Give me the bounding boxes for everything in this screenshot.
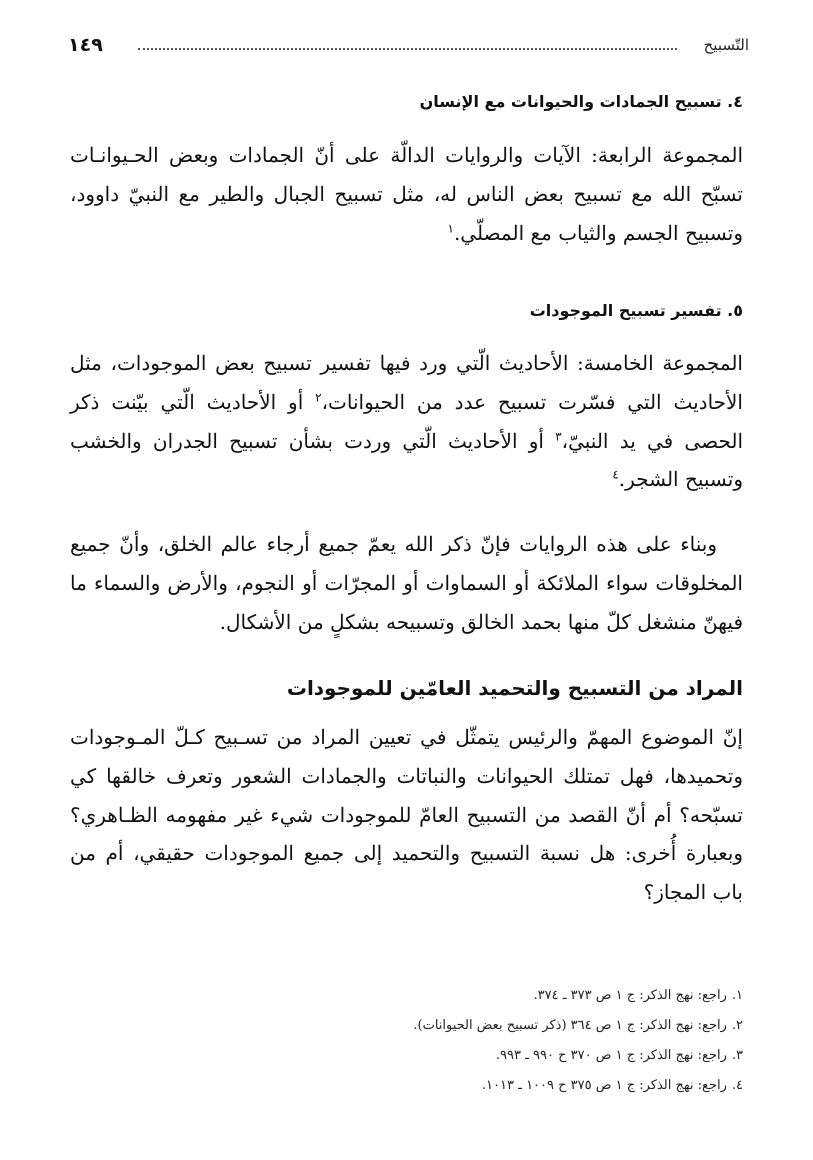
footnote-item <box>200 1018 743 1033</box>
footnote-number: ٣. <box>731 1048 743 1063</box>
main-heading: المراد من التسبيح والتحميد العامّين للموجودات <box>286 676 743 700</box>
running-title: التّسبيح <box>703 36 749 54</box>
section-5-text-b: أو الأحاديث الّتي بيّنت ذكر الحصى في يد النبيّ، <box>70 389 744 453</box>
section-5-text-c: أو الأحاديث الّتي وردت بشأن تسبيح الجدران والخشب وتسبيح الشجر. <box>70 428 743 492</box>
footnote-text: راجع: نهج الذكر: ج ١ ص ٣٦٤ (ذكر تسبيح بعض الحيوانات). <box>413 1018 727 1033</box>
section-5-text-a: المجموعة الخامسة: الأحاديث الّتي ورد فيها تفسير تسبيح بعض الموجودات، مثل الأحاديث التي فسّرت تسبيح عدد من الحيوانات، <box>70 351 743 414</box>
footnote-ref-2[interactable]: ٢ <box>315 390 322 405</box>
footnote-number: ١. <box>731 988 743 1003</box>
footnote-item <box>200 1048 743 1063</box>
section-5-paragraph <box>70 344 743 499</box>
main-paragraph: إنّ الموضوع المهمّ والرئيس يتمثّل في تعيين المراد من تسـبيح كـلّ المـوجودات وتحميدها، فهل تمتلك الحيوانات والنباتات والجمادات الشعور وتعرف خالقها كي تسبّحه؟ أم أنّ القصد من التسبيح العامّ للموجودات شيء غير مفهومه الظـاهري؟ وبعبارة أُخرى: هل نسبة التسبيح والتحميد إلى جميع الموجودات حقيقي، أم من باب المجاز؟ <box>70 725 743 905</box>
page-header <box>68 36 749 60</box>
footnote-ref-3[interactable]: ٣ <box>555 428 562 443</box>
section-5-heading: ٥. تفسير تسبيح الموجودات <box>529 301 743 320</box>
section-4-heading: ٤. تسبيح الجمادات والحيوانات مع الإنسان <box>419 92 743 111</box>
header-leader-dots <box>138 48 677 50</box>
page-number: ١٤٩ <box>68 34 103 56</box>
footnote-text: راجع: نهج الذكر: ج ١ ص ٣٧٥ ح ١٠٠٩ ـ ١٠١٣. <box>481 1078 727 1093</box>
section-4-paragraph <box>70 136 743 252</box>
section-4-text: المجموعة الرابعة: الآيات والروايات الدالّة على أنّ الجمادات وبعض الحـيوانـات تسبّح الله مع تسبيح بعض الناس له، مثل تسبيح الجبال والطير مع النبيّ داوود، وتسبيح الجسم والثياب مع المصلّي. <box>70 143 743 245</box>
footnote-text: راجع: نهج الذكر: ج ١ ص ٣٧٣ ـ ٣٧٤. <box>533 988 727 1003</box>
footnote-item <box>200 988 743 1003</box>
summary-paragraph: وبناء على هذه الروايات فإنّ ذكر الله يعمّ جميع أرجاء عالم الخلق، وأنّ جميع المخلوقات سواء الملائكة أو السماوات أو المجرّات أو النجوم، والأرض والسماء ما فيهنّ منشغل كلّ منها بحمد الخالق وتسبيحه بشكلٍ من الأشكال. <box>70 532 743 634</box>
footnote-number: ٢. <box>731 1018 743 1033</box>
footnote-number: ٤. <box>731 1078 743 1093</box>
footnote-ref-1[interactable]: ١ <box>447 220 454 235</box>
footnote-item <box>200 1078 743 1093</box>
footnote-text: راجع: نهج الذكر: ج ١ ص ٣٧٠ ح ٩٩٠ ـ ٩٩٣. <box>495 1048 727 1063</box>
footnote-ref-4[interactable]: ٤ <box>612 467 619 482</box>
